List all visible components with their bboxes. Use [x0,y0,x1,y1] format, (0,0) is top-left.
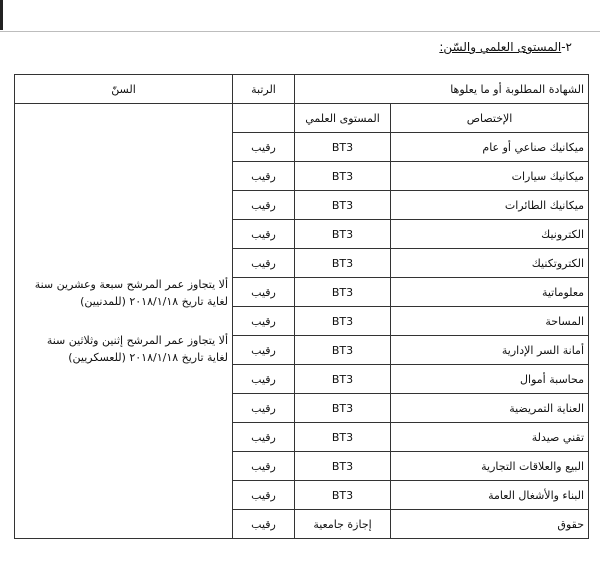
age-note-cell [15,104,233,539]
level-cell [295,394,391,423]
rank-cell-text: رقيب [251,227,276,241]
rank-cell [233,162,295,191]
specialization-cell-text: حقوق [557,517,585,531]
header-row-2 [15,104,589,133]
page-top-edge [0,31,600,32]
level-cell [295,336,391,365]
level-cell [295,307,391,336]
rank-cell-text: رقيب [251,314,276,328]
level-cell-text: BT3 [331,285,354,299]
section-title: المستوى العلمي والسّن: [439,40,562,54]
rank-cell-text: رقيب [251,285,276,299]
level-cell [295,278,391,307]
rank-cell-text: رقيب [251,343,276,357]
age-note-civilians-line2: لغاية تاريخ ٢٠١٨/١/١٨ (للمدنيين) [80,295,228,308]
header-age: السنّ [15,75,233,104]
rank-cell-text: رقيب [251,488,276,502]
specialization-cell [391,133,589,162]
rank-cell-text: رقيب [251,459,276,473]
level-cell-text: BT3 [331,401,354,415]
header-specialization: الإختصاص [391,104,589,133]
rank-cell [233,365,295,394]
rank-cell [233,481,295,510]
specialization-cell-text: المساحة [545,314,585,328]
rank-cell [233,510,295,539]
level-cell-text: BT3 [331,459,354,473]
header-certificate: الشهادة المطلوبة أو ما يعلوها [295,75,589,104]
level-cell-text: BT3 [331,372,354,386]
level-cell [295,162,391,191]
level-cell-text: إجازة جامعية [313,517,372,531]
header-row-1 [15,75,589,104]
level-cell [295,249,391,278]
level-cell-text: BT3 [331,227,354,241]
rank-cell-text: رقيب [251,198,276,212]
rank-cell [233,249,295,278]
section-heading [439,40,572,54]
rank-cell [233,423,295,452]
level-cell-text: BT3 [331,198,354,212]
rank-cell [233,336,295,365]
rank-cell-text: رقيب [251,401,276,415]
specialization-cell [391,249,589,278]
rank-cell [233,452,295,481]
rank-cell [233,394,295,423]
level-cell [295,452,391,481]
level-cell-text: BT3 [331,314,354,328]
rank-cell [233,191,295,220]
header-rank-blank [233,104,295,133]
level-cell [295,423,391,452]
specialization-cell-text: العناية التمريضية [509,401,585,415]
header-rank: الرتبة [233,75,295,104]
specialization-cell-text: ميكانيك سيارات [511,169,585,183]
age-note-military-line1: ألا يتجاوز عمر المرشح إثنين وثلاثين سنة [46,334,228,347]
rank-cell [233,278,295,307]
level-cell-text: BT3 [331,140,354,154]
specialization-cell [391,336,589,365]
specialization-cell-text: البناء والأشغال العامة [488,488,585,502]
level-cell [295,481,391,510]
specialization-cell-text: محاسبة أموال [520,372,585,386]
level-cell-text: BT3 [331,169,354,183]
level-cell [295,365,391,394]
specialization-cell [391,423,589,452]
level-cell [295,510,391,539]
rank-cell-text: رقيب [251,169,276,183]
specialization-cell [391,510,589,539]
level-cell [295,133,391,162]
rank-cell [233,220,295,249]
level-cell-text: BT3 [331,430,354,444]
specialization-cell-text: البيع والعلاقات التجارية [481,459,585,473]
header-level: المستوى العلمي [295,104,391,133]
rank-cell-text: رقيب [251,430,276,444]
specialization-cell [391,220,589,249]
specialization-cell [391,191,589,220]
requirements-table [14,74,589,539]
specialization-cell [391,452,589,481]
specialization-cell-text: تقني صيدلة [531,430,585,444]
specialization-cell-text: معلوماتية [541,285,585,299]
specialization-cell [391,307,589,336]
specialization-cell [391,481,589,510]
level-cell-text: BT3 [331,343,354,357]
rank-cell-text: رقيب [251,140,276,154]
specialization-cell-text: ميكانيك صناعي أو عام [482,140,585,154]
rank-cell [233,307,295,336]
level-cell-text: BT3 [331,256,354,270]
top-left-rule [0,0,3,30]
specialization-cell [391,278,589,307]
age-note-military-line2: لغاية تاريخ ٢٠١٨/١/١٨ (للعسكريين) [68,351,228,364]
rank-cell [233,133,295,162]
level-cell [295,191,391,220]
rank-cell-text: رقيب [251,256,276,270]
specialization-cell-text: الكترونيك [541,227,585,241]
specialization-cell [391,394,589,423]
age-note-spacer [19,310,228,332]
specialization-cell-text: ميكانيك الطائرات [504,198,585,212]
specialization-cell [391,365,589,394]
level-cell [295,220,391,249]
specialization-cell [391,162,589,191]
level-cell-text: BT3 [331,488,354,502]
rank-cell-text: رقيب [251,517,276,531]
age-note-civilians-line1: ألا يتجاوز عمر المرشح سبعة وعشرين سنة [34,278,228,291]
specialization-cell-text: أمانة السر الإدارية [501,343,585,357]
section-number: ٢- [561,40,572,54]
specialization-cell-text: الكتروتكنيك [531,256,585,270]
rank-cell-text: رقيب [251,372,276,386]
